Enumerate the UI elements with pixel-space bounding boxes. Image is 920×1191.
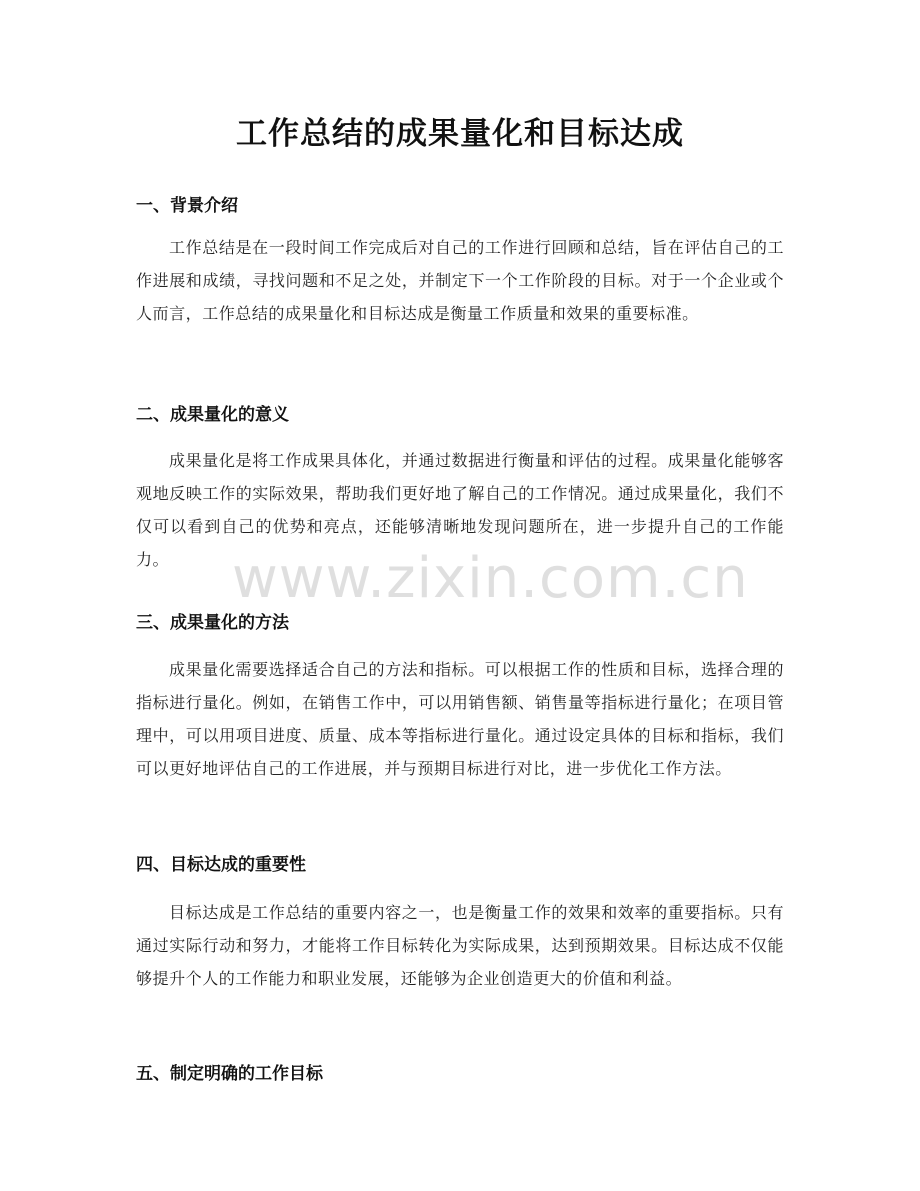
section-paragraph-significance: 成果量化是将工作成果具体化，并通过数据进行衡量和评估的过程。成果量化能够客观地反映工作的实际效果，帮助我们更好地了解自己的工作情况。通过成果量化，我们不仅可以看到自己的优势和亮点，还能够清晰地发现问题所在，进一步提升自己的工作能力。 xyxy=(136,451,784,569)
section-paragraph-importance: 目标达成是工作总结的重要内容之一，也是衡量工作的效果和效率的重要指标。只有通过实际行动和努力，才能将工作目标转化为实际成果，达到预期效果。目标达成不仅能够提升个人的工作能力和职业发展，还能够为企业创造更大的价值和利益。 xyxy=(136,903,784,988)
section-paragraph-methods: 成果量化需要选择适合自己的方法和指标。可以根据工作的性质和目标，选择合理的指标进行量化。例如，在销售工作中，可以用销售额、销售量等指标进行量化；在项目管理中，可以用项目进度、质量、成本等指标进行量化。通过设定具体的目标和指标，我们可以更好地评估自己的工作进展，并与预期目标进行对比，进一步优化工作方法。 xyxy=(136,660,784,778)
section-heading-importance: 四、目标达成的重要性 xyxy=(136,855,306,875)
section-heading-goals: 五、制定明确的工作目标 xyxy=(136,1064,323,1084)
watermark-text: www.zixin.com.cn xyxy=(232,546,749,611)
section-paragraph-background: 工作总结是在一段时间工作完成后对自己的工作进行回顾和总结，旨在评估自己的工作进展和成绩，寻找问题和不足之处，并制定下一个工作阶段的目标。对于一个企业或个人而言，工作总结的成果量化和目标达成是衡量工作质量和效果的重要标准。 xyxy=(136,238,784,323)
section-heading-methods: 三、成果量化的方法 xyxy=(136,613,289,633)
document-title: 工作总结的成果量化和目标达成 xyxy=(236,116,684,152)
section-heading-background: 一、背景介绍 xyxy=(136,196,238,216)
section-heading-significance: 二、成果量化的意义 xyxy=(136,405,289,425)
